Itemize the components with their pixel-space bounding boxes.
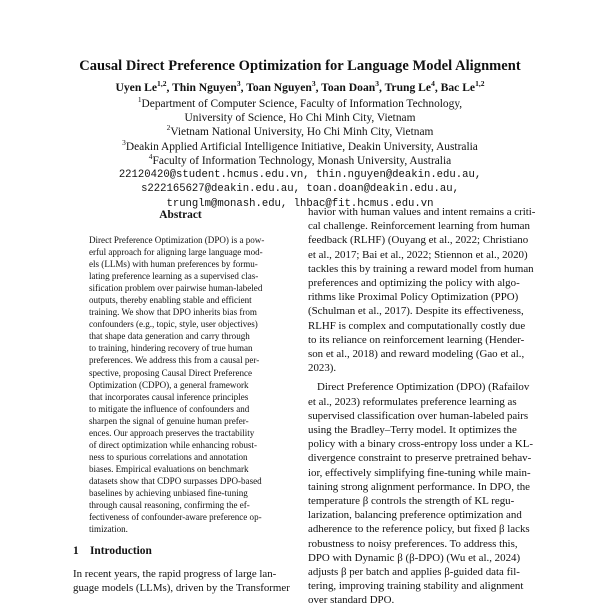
abstract-line: datasets show that CDPO surpasses DPO-based bbox=[89, 475, 262, 486]
body-line: preferences and optimizing the policy with algo- bbox=[308, 277, 520, 290]
abstract-line: Direct Preference Optimization (DPO) is a pow- bbox=[89, 235, 265, 245]
author-affil-mark: 1,2 bbox=[157, 79, 167, 89]
section-number: 1 bbox=[73, 545, 79, 557]
abstract-line: els (LLMs) with human preferences by formu- bbox=[89, 259, 258, 270]
abstract-line: baselines by achieving unbiased fine-tuning bbox=[89, 487, 248, 498]
author-affil-mark: 1,2 bbox=[475, 79, 485, 89]
body-line: ior, effectively simplifying fine-tuning while main- bbox=[308, 466, 531, 479]
body-line: 2023). bbox=[308, 362, 337, 375]
body-paragraph bbox=[308, 205, 536, 375]
body-line: RLHF is complex and computationally costly due bbox=[308, 319, 526, 332]
email-line: trunglm@monash.edu, lhbac@fit.hcmus.edu.vn bbox=[166, 197, 434, 210]
affiliation-line bbox=[0, 137, 600, 154]
abstract-line: biases. Empirical evaluations on benchmark bbox=[89, 463, 249, 474]
abstract-line: sification problem over pairwise human-labeled bbox=[89, 283, 263, 294]
body-line: using the Bradley–Terry model. It optimizes the bbox=[308, 424, 517, 437]
body-line: to its reliance on reinforcement learning (Hender- bbox=[308, 333, 525, 346]
author-name: Toan Doan bbox=[321, 81, 376, 94]
affiliation-mark: 3 bbox=[122, 137, 126, 147]
author-affil-mark: 3 bbox=[375, 79, 379, 89]
abstract-heading: Abstract bbox=[159, 209, 202, 221]
body-line: (Schulman et al., 2017). Despite its effectiveness, bbox=[308, 305, 524, 318]
body-line: Direct Preference Optimization (DPO) (Rafailov bbox=[317, 381, 530, 394]
body-line: son et al., 2018) and reward modeling (Gao et al., bbox=[308, 348, 525, 361]
body-line: et al., 2023) reformulates preference learning as bbox=[308, 395, 517, 408]
right-column bbox=[308, 205, 536, 608]
abstract-line: sharpen the signal of genuine human prefer- bbox=[89, 415, 249, 426]
affiliation-text: Deakin Applied Artificial Intelligence Initiative, Deakin University, Australia bbox=[125, 140, 478, 153]
abstract-line: training. We show that DPO inherits bias from bbox=[89, 307, 257, 318]
affiliation-mark: 2 bbox=[166, 123, 171, 133]
abstract-line: to training, hindering recovery of true human bbox=[89, 343, 253, 354]
author-name: Thin Nguyen bbox=[172, 81, 237, 94]
abstract-line: to mitigate the influence of confounders and bbox=[89, 403, 250, 414]
abstract-line: that shape data generation and carry through bbox=[89, 331, 250, 342]
body-line: over standard DPO. bbox=[308, 594, 395, 607]
body-line: adherence to the reference policy, but fixed β lacks bbox=[308, 523, 530, 536]
body-line: tackles this by training a reward model from human bbox=[308, 262, 534, 275]
abstract-line: through causal reasoning, confirming the ef- bbox=[89, 500, 250, 511]
intro-line: guage models (LLMs), driven by the Transformer bbox=[73, 582, 290, 595]
abstract-line: erful approach for aligning large language mod- bbox=[89, 247, 263, 258]
affiliation-line bbox=[0, 154, 600, 168]
abstract-line: preferences. We address this from a causal per- bbox=[89, 355, 260, 366]
affiliation-line bbox=[0, 97, 600, 111]
body-line: rithms like Proximal Policy Optimization (PPO) bbox=[308, 291, 519, 304]
body-line: adjusts β per batch and applies β-guided data fil- bbox=[308, 566, 520, 579]
abstract-line: fectiveness of confounder-aware preference op- bbox=[89, 512, 262, 523]
affiliation-text: Vietnam National University, Ho Chi Minh City, Vietnam bbox=[170, 126, 434, 139]
body-line: policy with a binary cross-entropy loss under a KL- bbox=[308, 438, 534, 451]
author-name: Toan Nguyen bbox=[246, 81, 312, 94]
body-line: larization, balancing preference optimization and bbox=[308, 509, 522, 522]
body-line: tering, improving training stability and alignment bbox=[308, 580, 524, 593]
body-line: havior with human values and intent remains a criti- bbox=[308, 206, 536, 218]
author-list: Uyen Le$^{1,2}$, Thin Nguyen$^3$, Toan Nguyen$^3$, Toan Doan$^3$, Trung Le$^4$, Bac Le$^{1,2}$ bbox=[115, 79, 485, 94]
section-heading bbox=[73, 545, 152, 557]
email-line: 22120420@student.hcmus.edu.vn, thin.nguyen@deakin.edu.au, bbox=[118, 169, 482, 181]
body-line: feedback (RLHF) (Ouyang et al., 2022; Christiano bbox=[308, 234, 529, 247]
author-name: Bac Le bbox=[440, 81, 476, 94]
body-line: supervised classification over human-labeled pairs bbox=[308, 409, 529, 422]
author-affil-mark: 3 bbox=[311, 79, 316, 89]
affiliation-text: University of Science, Ho Chi Minh City, Vietnam bbox=[184, 112, 416, 125]
body-paragraph bbox=[308, 380, 532, 607]
body-line: divergence constraint to preserve pretrained behav- bbox=[308, 452, 532, 465]
paper-title: Causal Direct Preference Optimization for Language Model Alignment bbox=[79, 58, 521, 74]
author-name: Uyen Le bbox=[115, 81, 158, 94]
body-line: DPO with Dynamic β (β-DPO) (Wu et al., 2024) bbox=[308, 551, 521, 564]
section-title: Introduction bbox=[90, 545, 152, 557]
left-column bbox=[73, 209, 288, 535]
author-affil-mark: 4 bbox=[431, 79, 435, 89]
intro-line: In recent years, the rapid progress of large lan- bbox=[73, 568, 277, 580]
abstract-line: lating preference learning as a supervised clas- bbox=[89, 271, 259, 282]
author-name: Trung Le bbox=[384, 81, 432, 94]
affiliation-list bbox=[0, 97, 600, 168]
body-line: taining strong alignment performance. In DPO, the bbox=[308, 480, 530, 493]
email-line: s222165627@deakin.edu.au, toan.doan@deakin.edu.au, bbox=[141, 183, 459, 196]
body-line: temperature β controls the strength of KL regu- bbox=[308, 495, 515, 508]
affiliation-line bbox=[0, 111, 600, 125]
abstract-body bbox=[89, 234, 282, 535]
abstract-line: confounders (e.g., topic, style, user objectives) bbox=[89, 319, 258, 330]
intro-body bbox=[73, 567, 288, 595]
affiliation-mark: 1 bbox=[137, 95, 142, 105]
author-affil-mark: 3 bbox=[236, 79, 241, 89]
affiliation-mark: 4 bbox=[148, 152, 153, 162]
abstract-line: spective, proposing Causal Direct Preference bbox=[89, 367, 253, 378]
abstract-line: ences. Our approach preserves the tractability bbox=[89, 427, 255, 438]
abstract-line: that incorporates causal inference principles bbox=[89, 391, 249, 402]
abstract-line: Optimization (CDPO), a general framework bbox=[89, 379, 249, 390]
abstract-line: ness to spurious correlations and annotation bbox=[89, 451, 248, 462]
abstract-line: of direct optimization while enhancing robust- bbox=[89, 439, 258, 450]
body-line: cal challenge. Reinforcement learning from human bbox=[308, 220, 530, 233]
abstract-line: outputs, thereby enabling stable and efficient bbox=[89, 295, 252, 306]
affiliation-line bbox=[0, 125, 600, 139]
affiliation-text: Department of Computer Science, Faculty of Information Technology, bbox=[141, 98, 463, 110]
abstract-line: timization. bbox=[89, 524, 128, 535]
affiliation-text: Faculty of Information Technology, Monash University, Australia bbox=[152, 154, 452, 167]
body-line: robustness to noisy preferences. To address this, bbox=[308, 537, 518, 550]
body-line: et al., 2017; Bai et al., 2022; Stiennon et al., 2020) bbox=[308, 248, 528, 261]
